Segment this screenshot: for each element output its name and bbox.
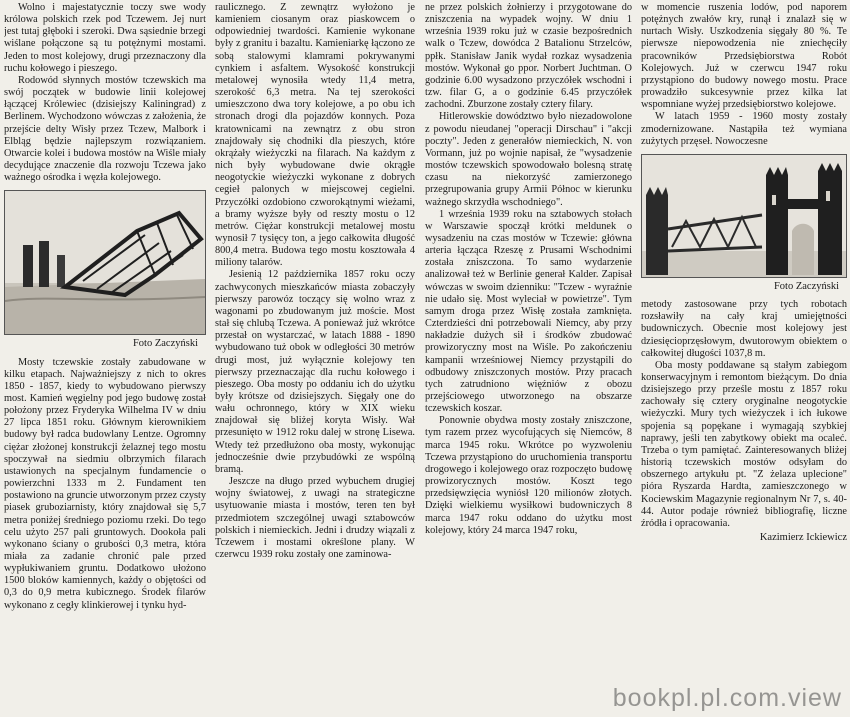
paragraph: metody zastosowane przy tych robotach rozsławiły na cały kraj umiejętności budowniczych. Obecnie most kolejowy jest dziesięcioprzęsłowym, dwutorowym obiektem o całkowitej długości 1037,8 m.: [641, 299, 847, 359]
article-column-4: [641, 2, 847, 716]
paragraph: Jeszcze na długo przed wybuchem drugiej wojny światowej, z uwagi na strategiczne usytuowanie miasta i mostów, teren ten był przedmiotem szczególnej uwagi sztabowców polskich i niemieckich. Jedni i drudzy wiązali z Tczewem i mostami określone plany. W czerwcu 1939 roku zostały one zaminowa-: [215, 476, 415, 561]
paragraph: 1 września 1939 roku na sztabowych stołach w Warszawie spoczął krótki meldunek o wysadzeniu na czas mostów w Tczewie: główna arteria łącząca Rzeszę z Prusami Wschodnimi została zniszczona. To samo wydarzenie analizował też w Berlinie generał Kalder. Zapisał wówczas w swoim dzienniku: "Tczew - wyraźnie nie udało się. Most wyleciał w powietrze". Tym samym droga przez Wisłę została zamknięta. Czterdzieści dni potrzebowali Niemcy, aby przy nakładzie dużych sił i środków zbudować prowizoryczny most na Wiśle. Po zakończeniu kampanii wrześniowej Niemcy przystąpili do odbudowy zniszczonych mostów. Przy pracach tych zatrudniono więźniów z obozu przejściowego utworzonego na obszarze tczewskich koszar.: [425, 208, 632, 415]
author-signature: Kazimierz Ickiewicz: [759, 532, 847, 543]
paragraph: Wolno i majestatycznie toczy swe wody królowa polskich rzek pod Tczewem. Jej nurt jest tutaj głęboki i szeroki. Dwa sąsiednie brzegi wiślane połączone są tu potężnymi mostami. Jeden to most kolejowy, drugi przeznaczony dla ruchu kołowego i pieszego.: [4, 2, 206, 74]
bridge-towers-illustration: [642, 155, 846, 277]
paragraph: Hitlerowskie dowództwo było niezadowolone z powodu nieudanej "operacji Dirschau" i "akcji poczty". Jeden z generałów niemieckich, N. von Vormann, już po wojnie napisał, że "wysadzenie mostów tczewskich spowodowało bolesną stratę czasu na niekorzyść zamierzonego przegrupowania grupy Armii Północ w kierunku ważnego skrzydła wschodniego".: [425, 111, 632, 208]
watermark: bookpl.pl.com.view: [612, 684, 842, 712]
paragraph: Jesienią 12 października 1857 roku oczy zachwyconych mieszkańców miasta zobaczyły pierwszy parowóz toczący się wolno wraz z wagonami po zbudowanym już moście. Most stał się chlubą Tczewa. A ponieważ już wkrótce przestał on wystarczać, w latach 1888 - 1890 wybudowano tuż obok w odległości 30 metrów drugi most, już wyłącznie kolejowy ten pierwszy przeznaczając dla ruchu kołowego i pieszego. Oba mosty po oddaniu ich do użytku były krótsze od dzisiejszych. Sięgały one do wału ochronnego, który w XIX wieku znajdował się bliżej koryta Wisły. Wał przesunięto w 1912 roku dalej w stronę Lisewa. Wtedy też przedłużono oba mosty, wykonując jednocześnie dwie przybudówki ze wspólną bramą.: [215, 269, 415, 475]
paragraph: ne przez polskich żołnierzy i przygotowane do zniszczenia na wypadek wojny. W dniu 1 września 1939 roku już w czasie bezpośrednich walk o Tczew, dowódca 2 Batalionu Strzelców, ppłk. Stanisław Janik wydał rozkaz wysadzenia mostów. Wykonał go ppor. Norbert Juchtman. O godzinie 6.00 wysadzono przyczółek wschodni i tzw. filar G, a o godzinie 6.45 przyczółek zachodni. Zburzone zostały cztery filary.: [425, 2, 632, 111]
bridge-towers-photo: [641, 154, 847, 278]
collapsed-bridge-photo: [4, 190, 206, 335]
paragraph: Mosty tczewskie zostały zabudowane w kilku etapach. Najważniejszy z nich to okres 1850 - 1857, kiedy to wybudowano pierwszy most. Kamień węgielny pod jego budowę został położony przez Fryderyka Wilhelma IV w dniu 27 lipca 1851 roku. Głównym kierownikiem budowy był radca budowlany Lentze. Ogromny ciężar złożonej konstrukcji żelaznej tego mostu spoczywał na siedmiu olbrzymich filarach ustawionych na specjalnym fundamencie o powierzchni 1333 m 2. Fundament ten postawiono na gruncie utworzonym przez czysty piasek gruboziarnisty, który znajdował się 5,7 metra poniżej średniego poziomu rzeki. Do tego celu użyto 257 pali gruntowych. Dookoła pali wykonano ściany o grubości 0,3 metra, która miała za zadanie chronić pale przed wypłukiwaniem gruntu. Dodatkowo ułożono 1500 bloków kamiennych, każdy o objętości od 0,3 do 0,9 metra kubicznego. Środek filarów wykonano z cegły klinkierowej i tynku hyd-: [4, 356, 206, 611]
bridge-ruins-illustration: [5, 191, 205, 334]
paragraph: Ponownie obydwa mosty zostały zniszczone, tym razem przez wycofujących się Niemców, 8 marca 1945 roku. Wkrótce po wyzwoleniu Tczewa przystąpiono do uruchomienia transportu drogowego i kolejowego oraz rozpoczęto budowę prowizorycznych mostów. Koszt tego przedsięwzięcia wyniósł 120 milionów złotych. Dzięki wielkiemu wysiłkowi budowniczych 8 marca 1947 roku oddano do użytku most kolejowy, który 24 marca 1947 roku,: [425, 415, 632, 536]
photo-caption: Foto Zaczyński: [132, 338, 198, 350]
paragraph: Rodowód słynnych mostów tczewskich ma swój początek w budowie linii kolejowej łączącej Królewiec (dzisiejszy Kaliningrad) z Berlinem. Wychodzono wówczas z założenia, że przejście delty Wisły przez Tczew, Malbork i Elbląg będzie najlepszym rozwiązaniem. Otwarcie kolei i budowa mostów na Wiśle miały decydujące znaczenie dla rozwoju Tczewa jako ważnego ośrodka i węzła kolejowego.: [4, 74, 206, 184]
photo-caption: Foto Zaczyński: [773, 280, 839, 292]
article-column-3: [425, 2, 632, 716]
paragraph: W latach 1959 - 1960 mosty zostały zmodernizowane. Nastąpiła też wymiana zużytych przęseł. Nowoczesne: [641, 111, 847, 147]
paragraph: Oba mosty poddawane są stałym zabiegom konserwacyjnym i remontom bieżącym. Do dnia dzisiejszego przy prześle mostu z 1857 roku zachowały się cztery oryginalne neogotyckie wieżyczki. Mury tych wieżyczek i ich łukowe spojenia są popękane i wymagają szybkiej naprawy, jeśli ten zabytkowy obiekt ma ocaleć. Trzeba o tym pamiętać. Zainteresowanych bliżej historią tczewskich mostów odsyłam do obszernego artykułu pt. "Z żelaza uplecione" pióra Ryszarda Hardta, zamieszczonego w Kociewskim Magazynie regionalnym Nr 7, s. 40-44. Autor podaje również bibliografię, liczne źródła i opracowania.: [641, 359, 847, 529]
paragraph: w momencie ruszenia lodów, pod naporem potężnych zwałów kry, runął i znalazł się w nurtach Wisły. Uszkodzenia sięgały 80 %. Te pierwsze niepowodzenia nie zniechęciły pracowników Przedsiębiorstwa Robót Kolejowych. Już w czerwcu 1947 roku przystąpiono do budowy nowego mostu. Prace prowadziło sukcesywnie przez kilka lat wspomniane wyżej przedsiębiorstwo kolejowe.: [641, 2, 847, 111]
article-column-2: [215, 2, 415, 716]
article-column-1: [4, 2, 206, 716]
paragraph: raulicznego. Z zewnątrz wyłożono je kamieniem ciosanym oraz piaskowcem o odpowiedniej twardości. Kamienie wykonane były z granitu i bazaltu. Kamieniarkę łączono ze sobą stalowymi klamrami pokrywanymi cynkiem i asfaltem. Wysokość konstrukcji metalowej wynosiła wtedy 11,4 metra, szerokość 6,3 metra. Na tej szerokości umieszczono dwa tory kolejowe, a po obu ich stronach drogi dla pojazdów konnych. Poza kratownicami na zewnątrz z obu stron znajdowały się chodniki dla pieszych, które okrążały wieżyczki na filarach. Na każdym z nich były wybudowane dwie okrągłe neogotyckie wieżyczki wykonane z dobrych cegieł palonych w miejscowej cegielni. Przyczółki ozdobiono czworokątnymi wieżami, a bramy wyższe były od reszty mostu o 12 metrów. Ciężar konstrukcji metalowej mostu wynosił 7 tysięcy ton, a jego całkowita długość 800,4 metra. Budowa tego mostu kosztowała 4 miliony talarów.: [215, 2, 415, 269]
